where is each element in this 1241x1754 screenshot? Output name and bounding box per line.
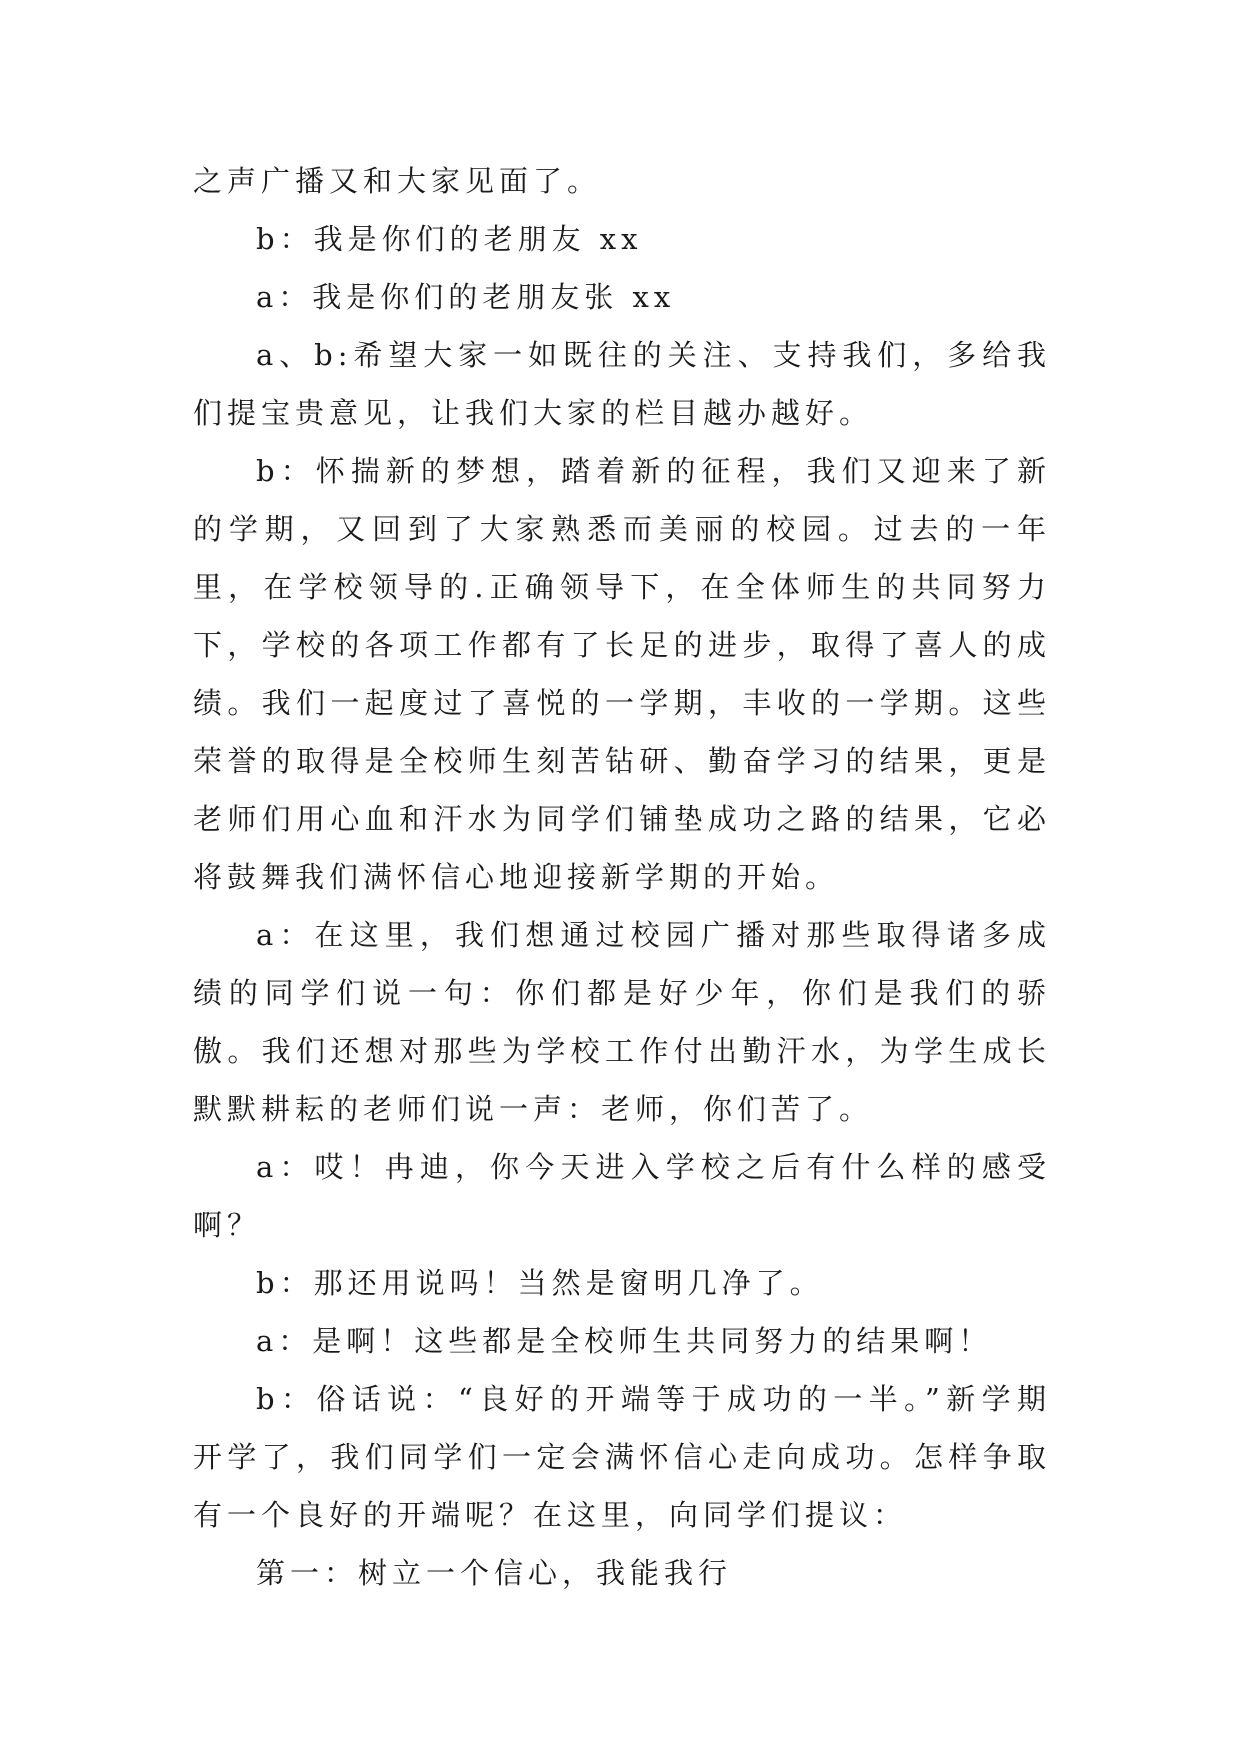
paragraph-4: a、b:希望大家一如既往的关注、支持我们，多给我们提宝贵意见，让我们大家的栏目越办越好。 <box>193 338 1051 430</box>
paragraph-2: b：我是你们的老朋友 xx <box>256 222 643 256</box>
paragraph-5: b：怀揣新的梦想，踏着新的征程，我们又迎来了新的学期，又回到了大家熟悉而美丽的校园。过去的一年里，在学校领导的.正确领导下，在全体师生的共同努力下，学校的各项工作都有了长足的进步，取得了喜人的成绩。我们一起度过了喜悦的一学期，丰收的一学期。这些荣誉的取得是全校师生刻苦钻研、勤奋学习的结果，更是老师们用心血和汗水为同学们铺垫成功之路的结果，它必将鼓舞我们满怀信心地迎接新学期的开始。 <box>193 454 1051 894</box>
document-body <box>193 152 1051 1602</box>
paragraph-1: 之声广播又和大家见面了。 <box>193 164 602 198</box>
paragraph-9: a：是啊！这些都是全校师生共同努力的结果啊！ <box>256 1324 993 1358</box>
paragraph-11: 第一：树立一个信心，我能我行 <box>256 1556 733 1590</box>
paragraph-8: b：那还用说吗！当然是窗明几净了。 <box>256 1266 824 1300</box>
paragraph-10: b：俗话说：“良好的开端等于成功的一半。”新学期开学了，我们同学们一定会满怀信心走向成功。怎样争取有一个良好的开端呢？在这里，向同学们提议： <box>193 1382 1051 1532</box>
paragraph-3: a：我是你们的老朋友张 xx <box>256 280 676 314</box>
paragraph-6: a：在这里，我们想通过校园广播对那些取得诸多成绩的同学们说一句：你们都是好少年，你们是我们的骄傲。我们还想对那些为学校工作付出勤汗水，为学生成长默默耕耘的老师们说一声：老师，你们苦了。 <box>193 918 1051 1126</box>
paragraph-7: a：哎！冉迪，你今天进入学校之后有什么样的感受啊？ <box>193 1150 1051 1242</box>
